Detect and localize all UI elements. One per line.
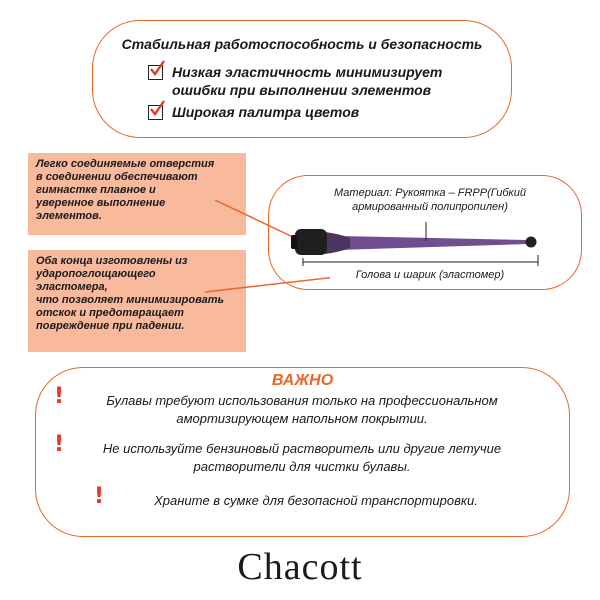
warning-item [62,440,542,476]
pointer-line-ends [205,276,345,292]
exclamation-icon: ! [54,432,65,457]
head-label: Голова и шарик (эластомер) [330,268,530,282]
warning-line: Храните в сумке для безопасной транспортировки. [154,493,478,508]
note-line: ударопоглощающего [36,268,156,280]
exclamation-icon: ! [54,384,65,409]
exclamation-icon: ! [94,484,105,509]
important-title: ВАЖНО [271,372,334,389]
note-line: гимнастке плавное и [36,184,156,196]
warning-line: Булавы требуют использования только на профессиональном [106,393,498,408]
feature-line: ошибки при выполнении элементов [172,82,432,98]
club-neck [325,232,350,254]
club-head-cap [291,235,297,249]
material-line: Материал: Рукоятка – FRPP(Гибкий [334,187,526,199]
note-line: Легко соединяемые отверстия [36,158,215,170]
warning-item [106,492,526,510]
club-shaft [338,236,528,250]
note-line: эластомера, [36,281,108,293]
warning-line: Не используйте бензиновый растворитель или другие летучие [102,441,502,456]
warning-line: амортизирующем напольном покрытии. [176,411,428,426]
note-line: уверенное выполнение [36,197,166,209]
note-line: отскок и предотвращает [36,307,184,319]
features-title: Стабильная работоспособность и безопасность [121,36,483,52]
brand-logo: Chacott [237,546,363,588]
pointer-line-holes [215,200,295,238]
warning-item [62,392,542,428]
feature-line: Широкая палитра цветов [172,104,360,120]
note-line: повреждение при падении. [36,320,185,332]
warning-line: растворители для чистки булавы. [193,459,411,474]
club-ball [526,237,537,248]
club-head [295,229,327,255]
note-line: что позволяет минимизировать [36,294,225,306]
note-line: Оба конца изготовлены из [36,255,188,267]
feature-line: Низкая эластичность минимизирует [172,64,443,80]
note-line: в соединении обеспечивают [36,171,198,183]
material-line: армированный полипропилен) [352,201,508,213]
note-line: элементов. [36,210,102,222]
